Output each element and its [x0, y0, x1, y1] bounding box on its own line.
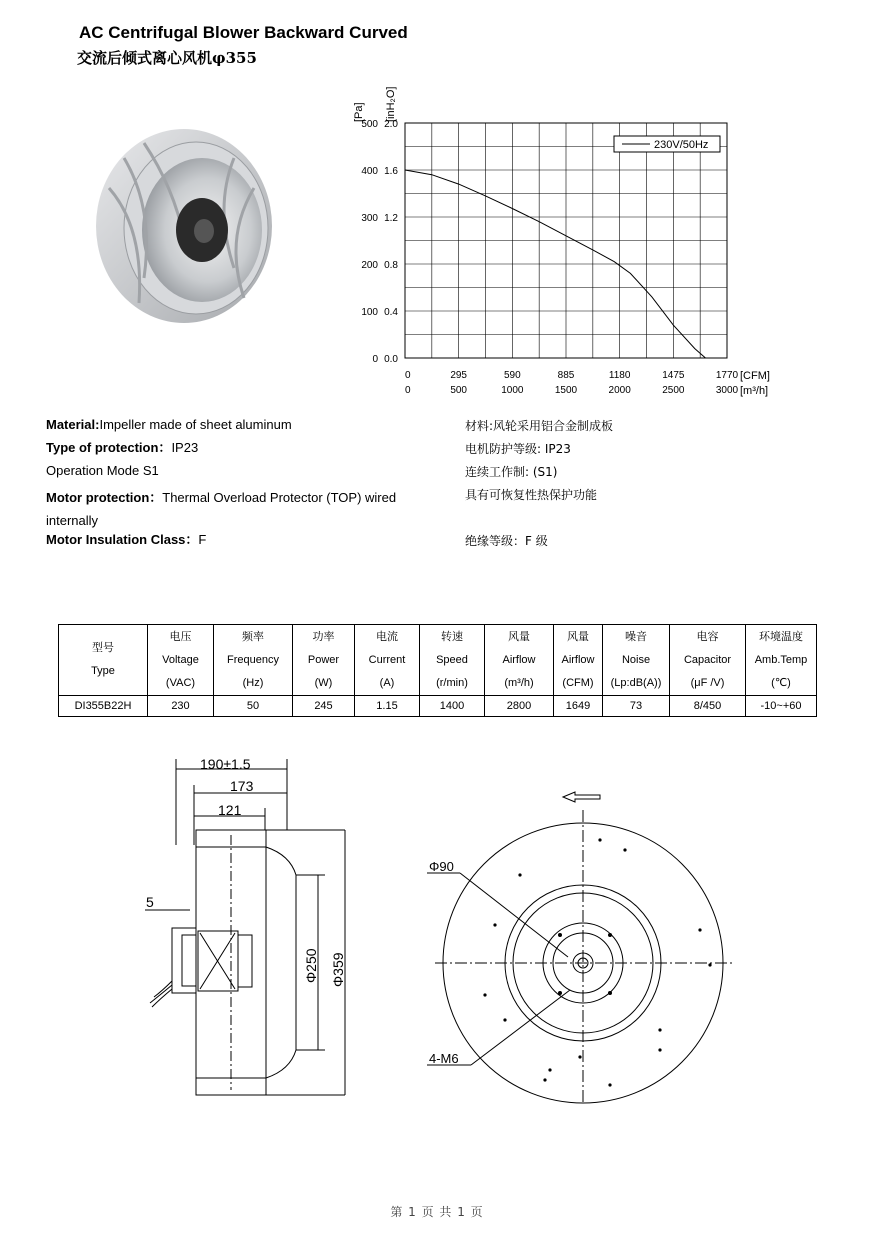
y-tick-inh2o: 2.0	[384, 119, 398, 130]
spec-motor-protection: Motor protection：Thermal Overload Protector (TOP) wired internally	[46, 490, 397, 528]
header-airflow-cfm: 风量 Airflow (CFM)	[554, 625, 603, 696]
header-amb-temp: 环境温度 Amb.Temp (℃)	[746, 625, 817, 696]
cell-voltage: 230	[148, 696, 214, 717]
dim-121: 121	[218, 802, 242, 818]
header-noise: 噪音 Noise (Lp:dB(A))	[603, 625, 670, 696]
dim-5: 5	[146, 894, 154, 910]
title-english: AC Centrifugal Blower Backward Curved	[79, 23, 408, 42]
y-tick-pa: 500	[361, 119, 378, 130]
y-tick-pa: 0	[372, 354, 378, 365]
chart-grid	[405, 123, 727, 358]
title-chinese: 交流后倾式离心风机φ355	[77, 49, 257, 67]
cell-airflow-m3h: 2800	[485, 696, 554, 717]
cell-frequency: 50	[214, 696, 293, 717]
spec-table	[58, 624, 817, 717]
y-unit-pa: [Pa]	[353, 102, 365, 122]
y-tick-pa: 400	[361, 166, 378, 177]
x-tick-cfm: 295	[450, 370, 468, 381]
header-capacitor: 电容 Capacitor (μF /V)	[670, 625, 746, 696]
header-type: 型号 Type	[59, 625, 148, 696]
y-tick-inh2o: 0.8	[384, 260, 398, 271]
x-tick-cfm: 590	[503, 370, 521, 381]
bolt-spec: 4-M6	[429, 1051, 459, 1066]
spec-cn-protection: 电机防护等级: IP23	[465, 442, 571, 456]
x-unit-cfm: [CFM]	[740, 370, 770, 382]
legend-entry: 230V/50Hz	[654, 139, 709, 151]
header-power: 功率 Power (W)	[293, 625, 355, 696]
y-tick-inh2o: 1.6	[384, 166, 398, 177]
spec-cn-motor-protection: 具有可恢复性热保护功能	[465, 488, 598, 502]
y-tick-inh2o: 0.4	[384, 307, 398, 318]
y-tick-inh2o: 1.2	[384, 213, 398, 224]
spec-cn-material: 材料:风轮采用铝合金制成板	[465, 419, 614, 433]
dia-250: Φ250	[303, 948, 319, 983]
x-tick-cfm: 1770	[715, 370, 739, 381]
spec-operation-mode: Operation Mode S1	[46, 463, 159, 478]
header-voltage: 电压 Voltage (VAC)	[148, 625, 214, 696]
dim-173: 173	[230, 778, 254, 794]
impeller-product-image	[84, 118, 284, 333]
x-tick-m3h: 1000	[501, 385, 524, 396]
y-unit-inh2o: [inH₂O]	[385, 86, 397, 122]
table-row	[59, 696, 817, 717]
x-tick-cfm: 0	[405, 370, 411, 381]
dia-90: Φ90	[429, 859, 454, 874]
spec-cn-insulation: 绝缘等级：F 级	[465, 534, 548, 548]
cell-speed: 1400	[420, 696, 485, 717]
x-tick-cfm: 885	[557, 370, 575, 381]
spec-material: Material:Impeller made of sheet aluminum	[46, 417, 292, 432]
cell-power: 245	[293, 696, 355, 717]
x-unit-m3h: [m³/h]	[740, 385, 769, 397]
dim-190: 190±1.5	[200, 756, 251, 772]
performance-curve-chart	[350, 70, 790, 410]
y-tick-pa: 100	[361, 307, 378, 318]
cell-noise: 73	[603, 696, 670, 717]
x-tick-cfm: 1475	[662, 370, 685, 381]
x-tick-m3h: 2000	[608, 385, 631, 396]
header-speed: 转速 Speed (r/min)	[420, 625, 485, 696]
x-tick-cfm: 1180	[608, 370, 631, 381]
cell-amb-temp: -10~+60	[746, 696, 817, 717]
spec-protection: Type of protection：IP23	[46, 440, 199, 455]
dia-359: Φ359	[330, 952, 346, 987]
cell-airflow-cfm: 1649	[554, 696, 603, 717]
x-tick-m3h: 2500	[662, 385, 685, 396]
header-airflow-m3h: 风量 Airflow (m³/h)	[485, 625, 554, 696]
x-tick-m3h: 1500	[554, 385, 578, 396]
spec-cn-operation: 连续工作制: (S1)	[465, 465, 558, 479]
page-footer: 第 1 页 共 1 页	[390, 1205, 484, 1219]
side-view-drawing	[130, 745, 370, 1105]
y-tick-pa: 200	[361, 260, 378, 271]
y-tick-pa: 300	[361, 213, 378, 224]
cell-current: 1.15	[355, 696, 420, 717]
cell-type: DI355B22H	[59, 696, 148, 717]
x-tick-m3h: 500	[450, 385, 468, 396]
spec-insulation: Motor Insulation Class：F	[46, 532, 207, 547]
header-frequency: 频率 Frequency (Hz)	[214, 625, 293, 696]
cell-capacitor: 8/450	[670, 696, 746, 717]
y-tick-inh2o: 0.0	[384, 354, 398, 365]
front-view-drawing	[405, 785, 765, 1105]
header-current: 电流 Current (A)	[355, 625, 420, 696]
table-header-row	[59, 625, 817, 696]
x-tick-m3h: 0	[405, 385, 411, 396]
x-tick-m3h: 3000	[715, 385, 739, 396]
